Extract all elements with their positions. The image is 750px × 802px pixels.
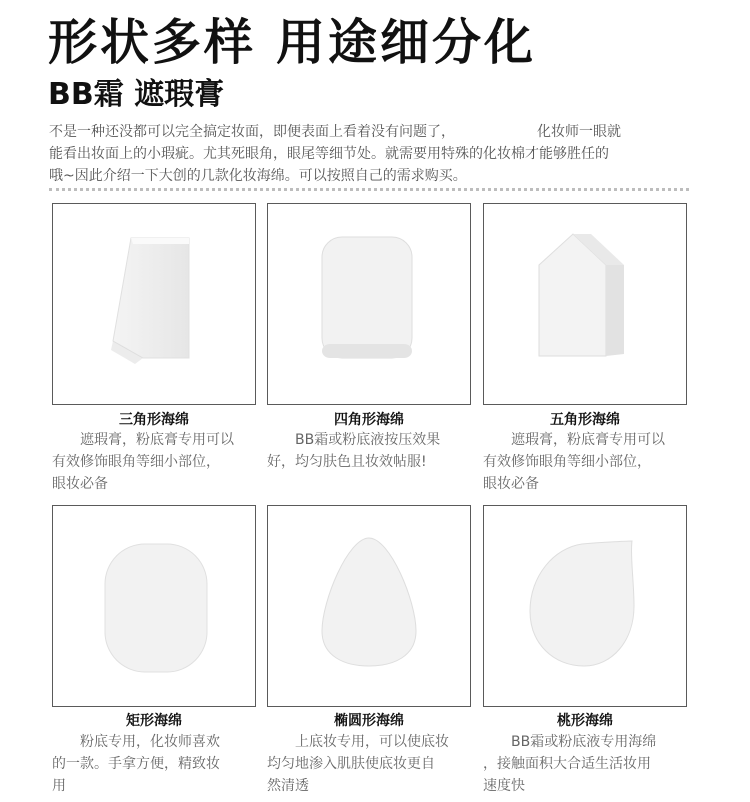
intro-line-1-start: 不是一种还没都可以完全搞定妆面，即便表面上看着没有问题了，	[49, 124, 455, 140]
product-description	[52, 731, 266, 797]
product-name: 三角形海绵	[119, 412, 189, 428]
product-card-pentagon	[483, 203, 687, 405]
product-card-triangle	[52, 203, 256, 405]
description-line: 上底妆专用，可以使底妆	[267, 734, 449, 750]
square-sponge-image	[268, 204, 470, 404]
product-description	[483, 731, 697, 797]
product-card-square	[267, 203, 471, 405]
description-line: 眼妆必备	[483, 476, 539, 492]
intro-line-3: 哦~因此介绍一下大创的几款化妆海绵。可以按照自己的需求购买。	[49, 168, 467, 184]
product-name: 四角形海绵	[334, 412, 404, 428]
rectangle-sponge-image	[53, 506, 255, 706]
description-line: 用	[52, 778, 66, 794]
description-line: 有效修饰眼角等细小部位，	[52, 454, 220, 470]
description-line: BB霜或粉底液按压效果	[267, 432, 441, 448]
pentagon-sponge-image	[484, 204, 686, 404]
description-line: 遮瑕膏，粉底膏专用可以	[483, 432, 665, 448]
description-line: 的一款。手拿方便，精致妆	[52, 756, 220, 772]
dotted-divider	[49, 188, 689, 191]
description-line: 遮瑕膏，粉底膏专用可以	[52, 432, 234, 448]
product-name: 椭圆形海绵	[334, 713, 404, 729]
description-line: ，接触面积大合适生活妆用	[483, 756, 651, 772]
product-card-rectangle	[52, 505, 256, 707]
page-subtitle: BB霜 遮瑕膏	[48, 77, 225, 112]
description-line: 眼妆必备	[52, 476, 108, 492]
description-line: 有效修饰眼角等细小部位，	[483, 454, 651, 470]
description-line: 好，均匀肤色且妆效帖服!	[267, 454, 427, 470]
description-line: 均匀地渗入肌肤使底妆更自	[267, 756, 435, 772]
page-title: 形状多样 用途细分化	[48, 14, 537, 71]
oval-sponge-image	[268, 506, 470, 706]
product-description	[267, 731, 481, 797]
product-name: 桃形海绵	[557, 713, 613, 729]
intro-text	[49, 121, 694, 187]
product-description	[483, 429, 697, 495]
intro-line-1-end: 化妆师一眼就	[537, 124, 621, 140]
product-name: 五角形海绵	[550, 412, 620, 428]
description-line: 粉底专用，化妆师喜欢	[52, 734, 220, 750]
product-description	[52, 429, 266, 495]
product-description	[267, 429, 481, 473]
product-card-oval	[267, 505, 471, 707]
intro-line-1	[49, 121, 694, 143]
product-card-peach	[483, 505, 687, 707]
product-name: 矩形海绵	[126, 713, 182, 729]
intro-line-2: 能看出妆面上的小瑕疵。尤其死眼角，眼尾等细节处。就需要用特殊的化妆棉才能够胜任的	[49, 146, 609, 162]
description-line: 速度快	[483, 778, 525, 794]
peach-sponge-image	[484, 506, 686, 706]
description-line: BB霜或粉底液专用海绵	[483, 734, 657, 750]
triangle-sponge-image	[53, 204, 255, 404]
description-line: 然清透	[267, 778, 309, 794]
